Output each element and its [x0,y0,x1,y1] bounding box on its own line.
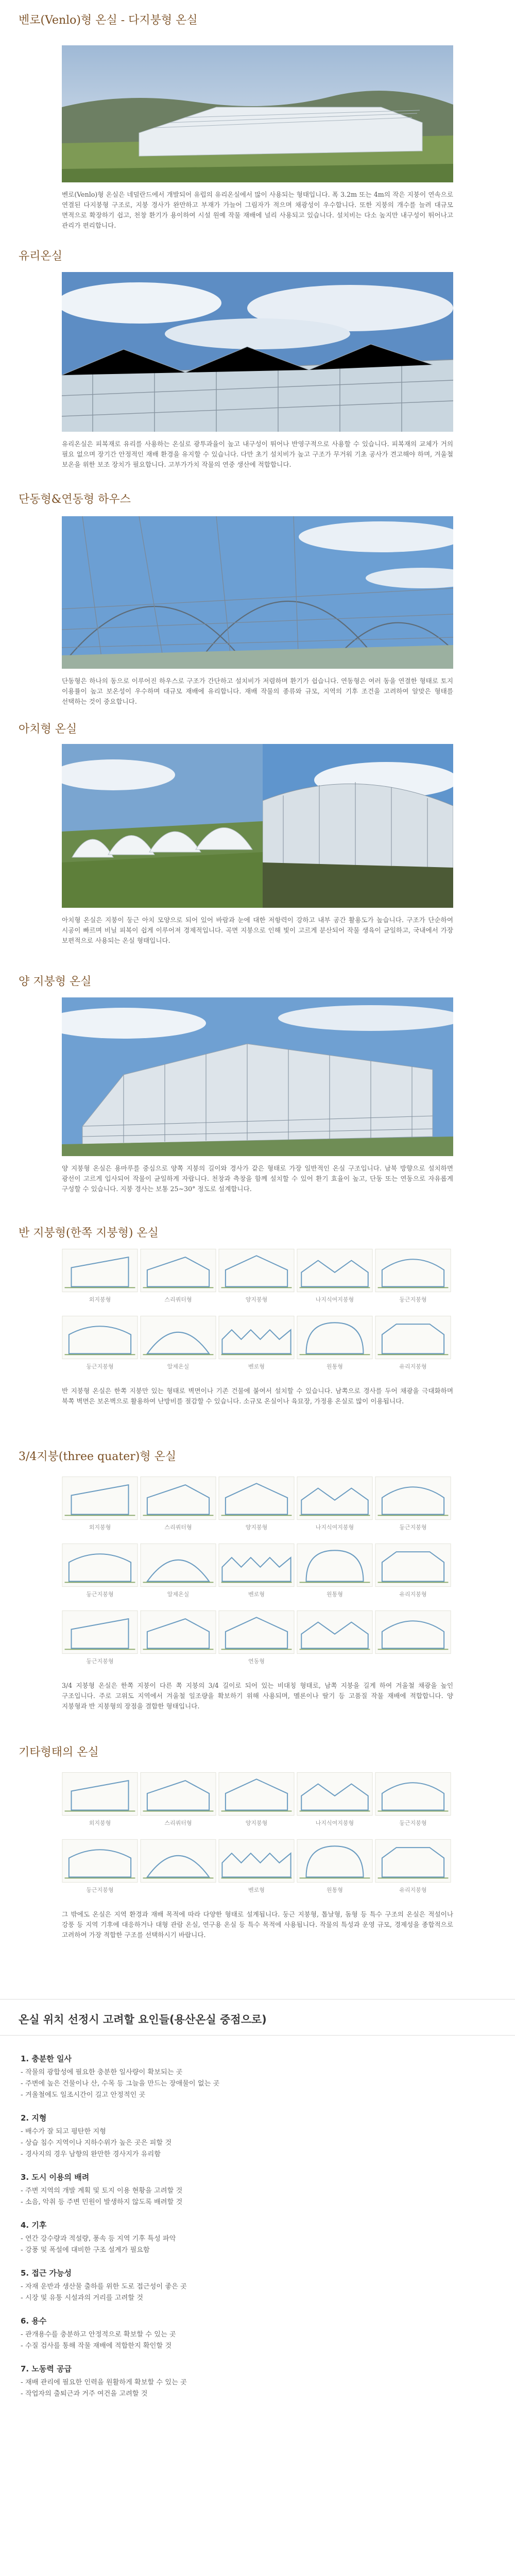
arch-greenhouse-photo-left [62,744,263,908]
consideration-line: - 재배 관리에 필요한 인력을 원활하게 확보할 수 있는 곳 [21,2379,187,2386]
other-shape-diagram-grid [62,1770,453,1904]
diagram-cell [62,1837,138,1899]
diagram-cell [297,1608,373,1670]
section-text-arch: 아치형 온실은 지붕이 둥근 아치 모양으로 되어 있어 바람과 눈에 대한 저항력이 강하고 내부 공간 활용도가 높습니다. 구조가 단순하여 시공이 빠르며 비닐 피복이 쉽게 이루어져 경제적입니다. 곡면 지붕으로 인해 빛이 고르게 분산되어 작물 생육이 균일하고, 국내에서 가장 보편적으로 사용되는 온실 형태입니다. [62,916,453,944]
consideration-item [21,2219,494,2256]
diagram-caption: 둥근지붕형 [86,1887,114,1893]
diagram-cell [140,1541,216,1603]
diagram-caption: 스리쿼터형 [164,1296,192,1303]
diagram-cell [375,1770,451,1832]
diagram-caption: 외지붕형 [89,1820,111,1826]
considerations-title: 온실 위치 선정시 고려할 요인들(용산온실 중점으로) [19,2013,267,2026]
diagram-cell [297,1837,373,1899]
greenhouse-section-icon [140,1541,216,1589]
consideration-item [21,2172,494,2208]
greenhouse-section-icon [297,1314,373,1361]
diagram-cell [218,1541,295,1603]
diagram-caption: 스리쿼터형 [164,1820,192,1826]
considerations-list [21,2053,494,2411]
consideration-line: - 소음, 악취 등 주변 민원이 발생하지 않도록 배려할 것 [21,2198,183,2206]
gable-greenhouse-photo [62,997,453,1156]
consideration-line: - 관개용수를 충분하고 안정적으로 확보할 수 있는 곳 [21,2331,176,2338]
diagram-caption: 둥근지붕형 [86,1591,114,1598]
diagram-caption: 벤로형 [248,1887,265,1893]
greenhouse-section-icon [218,1837,295,1885]
greenhouse-section-icon [375,1608,451,1656]
section-title-glass: 유리온실 [19,250,63,263]
consideration-heading: 1. 충분한 일사 [21,2054,72,2063]
greenhouse-section-icon [375,1541,451,1589]
consideration-line: - 작업자의 출퇴근과 거주 여건을 고려할 것 [21,2390,148,2398]
section-text-half: 반 지붕형 온실은 한쪽 지붕만 있는 형태로 벽면이나 기존 건물에 붙여서 설치할 수 있습니다. 남쪽으로 경사를 두어 채광을 극대화하며 북쪽 벽면은 보온벽으로 활용하여 난방비를 절감할 수 있습니다. 소규모 온실이나 육묘장, 가정용 온실로 많이 이용됩니다. [62,1387,453,1405]
section-title-venlo: 벤로(Venlo)형 온실 - 다지붕형 온실 [19,14,198,27]
diagram-cell [62,1475,138,1536]
consideration-line: - 배수가 잘 되고 평탄한 지형 [21,2128,106,2136]
single-house-photo [62,516,453,669]
greenhouse-section-icon [297,1608,373,1656]
greenhouse-section-icon [297,1837,373,1885]
diagram-cell [218,1247,295,1309]
diagram-cell [297,1541,373,1603]
diagram-caption: 유리지붕형 [399,1591,427,1598]
greenhouse-section-icon [62,1247,138,1294]
diagram-cell [375,1541,451,1603]
consideration-line: - 시장 및 유통 시설과의 거리를 고려할 것 [21,2294,143,2302]
greenhouse-section-icon [375,1837,451,1885]
section-text-other: 그 밖에도 온실은 지역 환경과 재배 목적에 따라 다양한 형태로 설계됩니다. 둥근 지붕형, 톱날형, 돔형 등 특수 구조의 온실은 적설이나 강풍 등 지역 기후에 대응하거나 대형 관람 온실, 연구용 온실 등 특수 목적에 사용됩니다. 작물의 특성과 운영 규모, 경제성을 종합적으로 고려하여 가장 적합한 구조를 선택하시기 바랍니다. [62,1910,453,1939]
section-title-single: 단동형&연동형 하우스 [19,493,131,506]
diagram-cell [375,1314,451,1376]
greenhouse-section-icon [218,1475,295,1522]
diagram-cell [297,1247,373,1309]
greenhouse-section-icon [62,1608,138,1656]
greenhouse-section-icon [297,1770,373,1818]
diagram-caption: 벤로형 [248,1363,265,1370]
greenhouse-section-icon [140,1475,216,1522]
venlo-greenhouse-photo [62,45,453,182]
consideration-line: - 자재 운반과 생산물 출하를 위한 도로 접근성이 좋은 곳 [21,2283,187,2291]
diagram-cell [297,1314,373,1376]
consideration-line: - 겨울철에도 일조시간이 길고 안정적인 곳 [21,2091,146,2099]
greenhouse-section-icon [375,1247,451,1294]
diagram-cell [62,1770,138,1832]
diagram-caption: 연동형 [248,1658,265,1665]
consideration-line: - 주변에 높은 건물이나 산, 수목 등 그늘을 만드는 장애물이 없는 곳 [21,2080,220,2088]
section-text-single: 단동형은 하나의 동으로 이루어진 하우스로 구조가 간단하고 설치비가 저렴하며 환기가 쉽습니다. 연동형은 여러 동을 연결한 형태로 토지 이용률이 높고 보온성이 우수하며 대규모 재배에 유리합니다. 재배 작물의 종류와 규모, 지역의 기후 조건을 고려하여 알맞은 형태를 선택하는 것이 중요합니다. [62,677,453,705]
half-roof-diagram-grid [62,1247,453,1381]
greenhouse-section-icon [375,1770,451,1818]
three-quarter-diagram-grid [62,1475,453,1675]
diagram-cell [62,1314,138,1376]
section-title-three-quarter: 3/4지붕(three quater)형 온실 [19,1450,177,1463]
consideration-item [21,2267,494,2304]
diagram-caption: 둥근지붕형 [86,1363,114,1370]
consideration-line: - 강풍 및 폭설에 대비한 구조 설계가 필요함 [21,2246,150,2254]
consideration-item [21,2053,494,2101]
section-title-half: 반 지붕형(한쪽 지붕형) 온실 [19,1227,159,1240]
greenhouse-section-icon [375,1475,451,1522]
greenhouse-section-icon [218,1247,295,1294]
diagram-caption: 원통형 [327,1591,343,1598]
diagram-cell [140,1247,216,1309]
diagram-cell [218,1314,295,1376]
greenhouse-section-icon [297,1475,373,1522]
diagram-caption: 양지붕형 [245,1296,268,1303]
diagram-caption: 양지붕형 [245,1820,268,1826]
diagram-caption: 유리지붕형 [399,1887,427,1893]
diagram-cell [375,1608,451,1670]
greenhouse-section-icon [140,1608,216,1656]
diagram-caption: 유리지붕형 [399,1363,427,1370]
diagram-cell [140,1770,216,1832]
greenhouse-section-icon [62,1837,138,1885]
greenhouse-section-icon [140,1770,216,1818]
greenhouse-section-icon [62,1314,138,1361]
diagram-cell [375,1247,451,1309]
greenhouse-section-icon [297,1247,373,1294]
greenhouse-section-icon [218,1541,295,1589]
section-text-three-quarter: 3/4 지붕형 온실은 한쪽 지붕이 다른 쪽 지붕의 3/4 길이로 되어 있는 비대칭 형태로, 남쪽 지붕을 길게 하여 겨울철 채광을 높인 구조입니다. 주로 고위도 지역에서 겨울철 일조량을 확보하기 위해 사용되며, 멜론이나 딸기 등 고품질 작물 재배에 적합합니다. 양 지붕형과 반 지붕형의 장점을 결합한 형태입니다. [62,1682,453,1710]
consideration-line: - 연간 강수량과 적설량, 풍속 등 지역 기후 특성 파악 [21,2235,176,2243]
diagram-caption: 스리쿼터형 [164,1524,192,1531]
diagram-cell [62,1608,138,1670]
diagram-caption: 나지식여지붕형 [315,1820,354,1826]
diagram-caption: 나지식여지붕형 [315,1524,354,1531]
diagram-cell [297,1475,373,1536]
greenhouse-section-icon [218,1608,295,1656]
greenhouse-section-icon [375,1314,451,1361]
greenhouse-section-icon [62,1770,138,1818]
consideration-heading: 5. 접근 가능성 [21,2268,72,2278]
greenhouse-section-icon [218,1314,295,1361]
consideration-heading: 6. 용수 [21,2316,47,2326]
greenhouse-section-icon [218,1770,295,1818]
diagram-caption: 외지붕형 [89,1296,111,1303]
diagram-caption: 외지붕형 [89,1524,111,1531]
diagram-cell [218,1608,295,1670]
diagram-cell [140,1314,216,1376]
consideration-heading: 7. 노동력 공급 [21,2364,72,2374]
diagram-cell [218,1837,295,1899]
diagram-caption: 둥근지붕형 [86,1658,114,1665]
greenhouse-section-icon [140,1837,216,1885]
diagram-caption: 알제온실 [167,1363,190,1370]
greenhouse-section-icon [297,1541,373,1589]
consideration-line: - 경사지의 경우 남향의 완만한 경사지가 유리함 [21,2150,161,2158]
greenhouse-section-icon [62,1541,138,1589]
diagram-cell [375,1837,451,1899]
diagram-cell [218,1475,295,1536]
greenhouse-section-icon [140,1314,216,1361]
diagram-cell [62,1247,138,1309]
section-text-venlo: 벤로(Venlo)형 온실은 네덜란드에서 개발되어 유럽의 유리온실에서 많이 사용되는 형태입니다. 폭 3.2m 또는 4m의 작은 지붕이 연속으로 연결된 다지붕형 구조로, 지붕 경사가 완만하고 부재가 가늘어 그림자가 적으며 채광성이 우수합니다. 또한 지붕의 개수를 늘려 대규모 면적으로 확장하기 쉽고, 천창 환기가 용이하여 시설 원예 작물 재배에 널리 사용되고 있습니다. 설치비는 다소 높지만 내구성이 뛰어나고 관리가 편리합니다. [62,191,453,229]
diagram-caption: 둥근지붕형 [399,1524,427,1531]
consideration-line: - 상습 침수 지역이나 지하수위가 높은 곳은 피할 것 [21,2139,172,2147]
section-title-other: 기타형태의 온실 [19,1746,99,1759]
consideration-heading: 3. 도시 이용의 배려 [21,2173,90,2182]
arch-greenhouse-photo-right [263,744,453,908]
section-text-gable: 양 지붕형 온실은 용마루를 중심으로 양쪽 지붕의 길이와 경사가 같은 형태로 가장 일반적인 온실 구조입니다. 남북 방향으로 설치하면 광선이 고르게 입사되어 작물이 균일하게 자랍니다. 천창과 측창을 함께 설치할 수 있어 환기 효율이 높고, 단동 또는 연동으로 자유롭게 구성할 수 있습니다. 지붕 경사는 보통 25~30° 정도로 설계합니다. [62,1164,453,1193]
diagram-cell [140,1475,216,1536]
diagram-caption: 양지붕형 [245,1524,268,1531]
diagram-cell [218,1770,295,1832]
diagram-cell [140,1608,216,1670]
greenhouse-section-icon [62,1475,138,1522]
greenhouse-section-icon [140,1247,216,1294]
consideration-item [21,2112,494,2160]
diagram-cell [297,1770,373,1832]
consideration-line: - 주변 지역의 개발 계획 및 토지 이용 현황을 고려할 것 [21,2187,183,2195]
section-title-gable: 양 지붕형 온실 [19,975,92,988]
consideration-heading: 4. 기후 [21,2221,47,2230]
consideration-line: - 수질 검사를 통해 작물 재배에 적합한지 확인할 것 [21,2342,172,2350]
diagram-caption: 원통형 [327,1363,343,1370]
diagram-cell [140,1837,216,1899]
consideration-item [21,2363,494,2400]
diagram-cell [62,1541,138,1603]
diagram-caption: 둥근지붕형 [399,1296,427,1303]
diagram-caption: 원통형 [327,1887,343,1893]
diagram-cell [375,1475,451,1536]
consideration-heading: 2. 지형 [21,2113,47,2123]
diagram-caption: 벤로형 [248,1591,265,1598]
divider-bottom [0,2035,515,2036]
section-title-arch: 아치형 온실 [19,723,77,736]
section-text-glass: 유리온실은 피복재로 유리를 사용하는 온실로 광투과율이 높고 내구성이 뛰어나 반영구적으로 사용할 수 있습니다. 피복재의 교체가 거의 필요 없으며 장기간 안정적인 재배 환경을 유지할 수 있습니다. 다만 초기 설치비가 높고 구조가 무거워 기초 공사가 견고해야 하며, 겨울철 보온을 위한 보조 장치가 필요합니다. 고부가가치 작물의 연중 생산에 적합합니다. [62,440,453,468]
diagram-caption: 둥근지붕형 [399,1820,427,1826]
glass-greenhouse-photo [62,272,453,432]
consideration-item [21,2315,494,2352]
diagram-caption: 나지식여지붕형 [315,1296,354,1303]
consideration-line: - 작물의 광합성에 필요한 충분한 일사량이 확보되는 곳 [21,2069,183,2076]
diagram-caption: 알제온실 [167,1591,190,1598]
